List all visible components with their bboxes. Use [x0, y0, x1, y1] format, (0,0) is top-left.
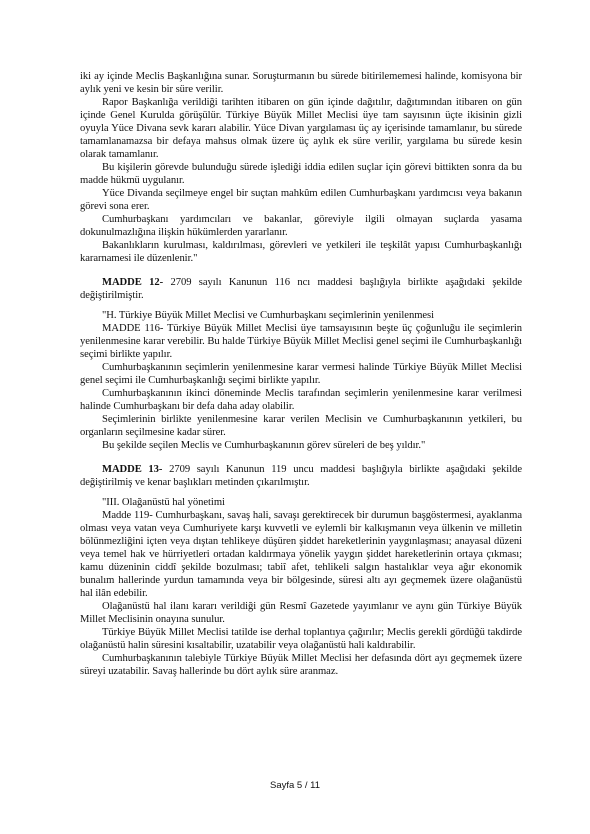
article-12-label: MADDE 12- — [102, 277, 164, 288]
paragraph: Bu şekilde seçilen Meclis ve Cumhurbaşkanının görev süreleri de beş yıldır." — [102, 440, 426, 451]
paragraph: Rapor Başkanlığa verildiği tarihten itibaren on gün içinde dağıtılır, dağıtımından itibaren on gün içinde Genel Kurulda görüşülür. Türkiye Büyük Millet Meclisi üye tam sayısının üçte ikisinin gizli oyuyla Yüce Divana sevk kararı alabilir. Yüce Divan yargılaması üç ay içerisinde tamamlanır, bu sürede tamamlanamazsa bir defaya mahsus olmak üzere üç aylık ek süre verilir, yargılama bu sürede kesin olarak tamamlanır. — [80, 97, 522, 160]
paragraph: Bakanlıkların kurulması, kaldırılması, görevleri ve yetkileri ile teşkilât yapısı Cumhurbaşkanlığı kararnamesi ile düzenlenir." — [80, 240, 522, 264]
paragraph: Cumhurbaşkanının talebiyle Türkiye Büyük Millet Meclisi her defasında dört ayı geçmemek üzere süreyi uzatabilir. Savaş hallerinde bu dört aylık süre aranmaz. — [80, 653, 522, 677]
paragraph: Bu kişilerin görevde bulunduğu sürede işlediği iddia edilen suçlar için görevi bittikten sonra da bu madde hükmü uygulanır. — [80, 162, 522, 186]
paragraph: iki ay içinde Meclis Başkanlığına sunar. Soruşturmanın bu sürede bitirilememesi halinde, komisyona bir aylık yeni ve kesin bir süre verilir. — [80, 71, 522, 95]
paragraph: Madde 119- Cumhurbaşkanı, savaş hali, savaşı gerektirecek bir durumun başgöstermesi, ayaklanma olması veya vatan veya Cumhuriyete karşı kuvvetli ve eylemli bir kalkışmanın veya ülkenin ve milletin bölünmezliğini içten veya dıştan tehlikeye düşüren şiddet hareketlerinin yaygınlaşması; anayasal düzeni veya temel hak ve hürriyetleri ortadan kaldırmaya yönelik yaygın şiddet hareketlerinin ortaya çıkması; kamu düzeninin ciddî şekilde bozulması; tabiî afet, tehlikeli salgın hastalıklar veya ağır ekonomik bunalım hallerinde yurdun tamamında veya bir bölgesinde, süresi altı ayı geçmemek üzere olağanüstü hal ilân edebilir. — [80, 510, 522, 599]
document-body — [80, 70, 522, 678]
article-12-heading — [80, 276, 522, 302]
page-number: Sayfa 5 / 11 — [270, 780, 320, 791]
paragraph: "H. Türkiye Büyük Millet Meclisi ve Cumhurbaşkanı seçimlerinin yenilenmesi — [102, 310, 435, 321]
paragraph: Yüce Divanda seçilmeye engel bir suçtan mahkûm edilen Cumhurbaşkanı yardımcısı veya bakanın görevi sona erer. — [80, 188, 522, 212]
paragraph: Cumhurbaşkanı yardımcıları ve bakanlar, göreviyle ilgili olmayan suçlarda yasama dokunulmazlığına ilişkin hükümlerden yararlanır. — [80, 214, 522, 238]
article-12-intro: 2709 sayılı Kanunun 116 ncı maddesi başlığıyla birlikte aşağıdaki şekilde değiştirilmiştir. — [80, 277, 522, 301]
paragraph: MADDE 116- Türkiye Büyük Millet Meclisi üye tamsayısının beşte üç çoğunluğu ile seçimlerin yenilenmesine karar verebilir. Bu halde Türkiye Büyük Millet Meclisi genel seçimi ile Cumhurbaşkanlığı seçimi birlikte yapılır. — [80, 323, 522, 360]
paragraph: Cumhurbaşkanının seçimlerin yenilenmesine karar vermesi halinde Türkiye Büyük Millet Meclisi genel seçimi ile Cumhurbaşkanlığı seçimi birlikte yapılır. — [80, 362, 522, 386]
paragraph: Cumhurbaşkanının ikinci döneminde Meclis tarafından seçimlerin yenilenmesine karar verilmesi halinde Cumhurbaşkanı bir defa daha aday olabilir. — [80, 388, 522, 412]
article-13-heading — [80, 463, 522, 489]
paragraph: Seçimlerinin birlikte yenilenmesine karar verilen Meclisin ve Cumhurbaşkanının yetkileri, bu organların seçilmesine kadar sürer. — [80, 414, 522, 438]
paragraph: Olağanüstü hal ilanı kararı verildiği gün Resmî Gazetede yayımlanır ve aynı gün Türkiye Büyük Millet Meclisinin onayına sunulur. — [80, 601, 522, 625]
article-13-intro: 2709 sayılı Kanunun 119 uncu maddesi başlığıyla birlikte aşağıdaki şekilde değiştirilmiş ve kenar başlıkları metinden çıkarılmıştır. — [80, 464, 522, 488]
paragraph: "III. Olağanüstü hal yönetimi — [102, 497, 225, 508]
paragraph: Türkiye Büyük Millet Meclisi tatilde ise derhal toplantıya çağırılır; Meclis gerekli gördüğü takdirde olağanüstü halin süresini kısaltabilir, uzatabilir veya olağanüstü hali kaldırabilir. — [80, 627, 522, 651]
article-13-label: MADDE 13- — [102, 464, 163, 475]
